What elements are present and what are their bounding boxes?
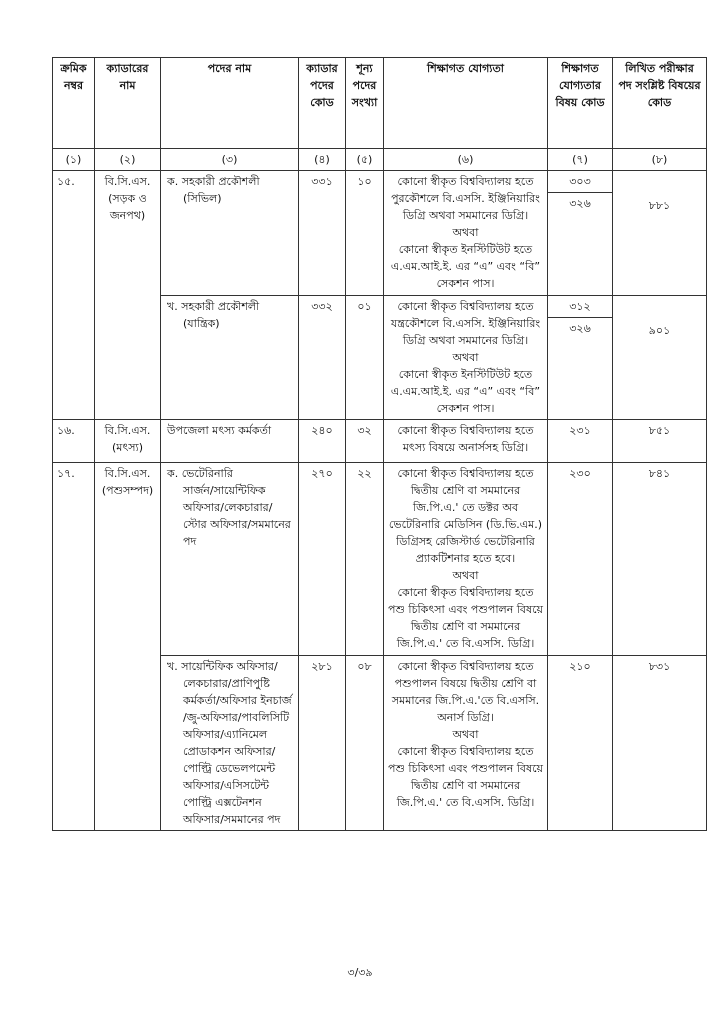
subject-code: ৩২৬ (569, 322, 591, 335)
header-post: পদের নাম (161, 58, 299, 149)
post-title: খ. সহকারী প্রকৌশলী (167, 300, 260, 313)
subject-codes (548, 296, 613, 420)
qualification (384, 656, 548, 831)
vacancies: ৩২ (346, 420, 384, 463)
post-name (161, 171, 299, 296)
header-serial: ক্রমিক নম্বর (53, 58, 95, 149)
col-num: (৬) (384, 149, 548, 171)
vacancies: ১০ (346, 171, 384, 296)
post-title: ক. সহকারী প্রকৌশলী (167, 175, 260, 188)
col-num: (৪) (299, 149, 346, 171)
cadre-code: ২৮১ (299, 656, 346, 831)
exam-code: ৮৩১ (613, 656, 707, 831)
post-name (161, 296, 299, 420)
post-sub: লেকচারার/প্রাণিপুষ্টি কর্মকর্তা/অফিসার ইনচার্জ /জু-অফিসার/পাবলিসিটি অফিসার/এ্যানিমেল প্রোডাকশন অফিসার/ পোল্ট্রি ডেভেলপমেন্ট অফিসার/এসিসটেন্ট পোল্ট্রি এক্সটেনশন অফিসার/সমমানের পদ (183, 677, 292, 826)
qualification: কোনো স্বীকৃত বিশ্ববিদ্যালয় হতে মৎস্য বিষয়ে অনার্সসহ ডিগ্রি। (384, 420, 548, 463)
header-qualification: শিক্ষাগত যোগ্যতা (384, 58, 548, 149)
cadre-code: ৩৩১ (299, 171, 346, 296)
post-name (161, 463, 299, 656)
exam-code: ৮৪১ (613, 463, 707, 656)
serial: ১৫. (53, 171, 95, 420)
qualification-or: অথবা (452, 569, 479, 582)
cadre-name: বি.সি.এস. (সড়ক ও জনপথ) (95, 171, 161, 420)
qualification (384, 296, 548, 420)
header-exam-code: লিখিত পরীক্ষার পদ সংশ্লিষ্ট বিষয়ের কোড (613, 58, 707, 149)
cadre-posts-table (52, 57, 707, 831)
subject-code: ৩০৩ (548, 171, 612, 193)
vacancies: ২২ (346, 463, 384, 656)
post-name: উপজেলা মৎস্য কর্মকর্তা (161, 420, 299, 463)
cadre-code: ২৭০ (299, 463, 346, 656)
post-sub: সার্জন/সায়েন্টিফিক অফিসার/লেকচারার/স্টোর অফিসার/সমমানের পদ (183, 484, 291, 548)
col-num: (১) (53, 149, 95, 171)
col-num: (৩) (161, 149, 299, 171)
qualification-text: কোনো স্বীকৃত ইনস্টিটিউট হতে এ.এম.আই.ই. এর “এ” এবং “বি” সেকশন পাস। (390, 368, 541, 415)
header-subject-code: শিক্ষাগত যোগ্যতার বিষয় কোড (548, 58, 613, 149)
cadre-code: ২৪০ (299, 420, 346, 463)
exam-code: ৮৫১ (613, 420, 707, 463)
qualification (384, 463, 548, 656)
qualification-text: কোনো স্বীকৃত বিশ্ববিদ্যালয় হতে পশু চিকিৎসা এবং পশুপালন বিষয়ে দ্বিতীয় শ্রেণি বা সমমানের জি.পি.এ.' তে বি.এসসি. ডিগ্রি। (388, 745, 543, 809)
serial: ১৭. (53, 463, 95, 831)
header-cadre: ক্যাডারের নাম (95, 58, 161, 149)
qualification-or: অথবা (452, 226, 479, 239)
qualification-text: কোনো স্বীকৃত বিশ্ববিদ্যালয় হতে পশুপালন বিষয়ে দ্বিতীয় শ্রেণি বা সমমানের জি.পি.এ.'তে বি.এসসি. অনার্স ডিগ্রি। (391, 660, 540, 724)
vacancies: ০৮ (346, 656, 384, 831)
col-num: (৭) (548, 149, 613, 171)
col-num: (২) (95, 149, 161, 171)
table-row (53, 420, 707, 463)
qualification (384, 171, 548, 296)
subject-code: ২৩০ (548, 463, 613, 656)
cadre-name: বি.সি.এস. (মৎস্য) (95, 420, 161, 463)
subject-codes (548, 171, 613, 296)
page-number: ৩/৩৯ (347, 966, 373, 979)
post-title: ক. ভেটেরিনারি (167, 467, 233, 480)
qualification-or: অথবা (452, 728, 479, 741)
post-title: খ. সায়েন্টিফিক অফিসার/ (167, 660, 278, 673)
header-row (53, 58, 707, 149)
subject-code: ২৩১ (548, 420, 613, 463)
table-row (53, 171, 707, 296)
qualification-text: কোনো স্বীকৃত ইনস্টিটিউট হতে এ.এম.আই.ই. এর “এ” এবং “বি” সেকশন পাস। (390, 243, 541, 290)
cadre-code: ৩৩২ (299, 296, 346, 420)
header-code: ক্যাডার পদের কোড (299, 58, 346, 149)
col-num: (৫) (346, 149, 384, 171)
serial: ১৬. (53, 420, 95, 463)
subject-code: ২১০ (548, 656, 613, 831)
exam-code: ৯০১ (613, 296, 707, 420)
qualification-text: কোনো স্বীকৃত বিশ্ববিদ্যালয় হতে পুরকৌশলে বি.এসসি. ইঞ্জিনিয়ারিং ডিগ্রি অথবা সমমানের ডিগ্রি। (391, 175, 540, 222)
post-name (161, 656, 299, 831)
qualification-text: কোনো স্বীকৃত বিশ্ববিদ্যালয় হতে দ্বিতীয় শ্রেণি বা সমমানের জি.পি.এ.' তে ডক্টর অব ভেটেরিনারি মেডিসিন (ডি.ভি.এম.) ডিগ্রিসহ রেজিস্টার্ড ভেটেরিনারি প্র্যাকটিশনার হতে হবে। (388, 467, 543, 565)
post-sub: (যান্ত্রিক) (183, 317, 220, 330)
exam-code: ৮৮১ (613, 171, 707, 296)
qualification-text: কোনো স্বীকৃত বিশ্ববিদ্যালয় হতে যন্ত্রকৌশলে বি.এসসি. ইঞ্জিনিয়ারিং ডিগ্রি অথবা সমমানের ডিগ্রি। (390, 300, 541, 347)
vacancies: ০১ (346, 296, 384, 420)
header-vacancies: শূন্য পদের সংখ্যা (346, 58, 384, 149)
cadre-name: বি.সি.এস. (পশুসম্পদ) (95, 463, 161, 831)
subject-code: ৩১২ (548, 296, 612, 318)
subject-code: ৩২৬ (569, 197, 591, 210)
qualification-text: কোনো স্বীকৃত বিশ্ববিদ্যালয় হতে পশু চিকিৎসা এবং পশুপালন বিষয়ে দ্বিতীয় শ্রেণি বা সমমানের জি.পি.এ.' তে বি.এসসি. ডিগ্রি। (388, 586, 543, 650)
table-row (53, 463, 707, 656)
post-sub: (সিভিল) (183, 192, 222, 205)
col-num: (৮) (613, 149, 707, 171)
qualification-or: অথবা (452, 351, 479, 364)
column-number-row (53, 149, 707, 171)
